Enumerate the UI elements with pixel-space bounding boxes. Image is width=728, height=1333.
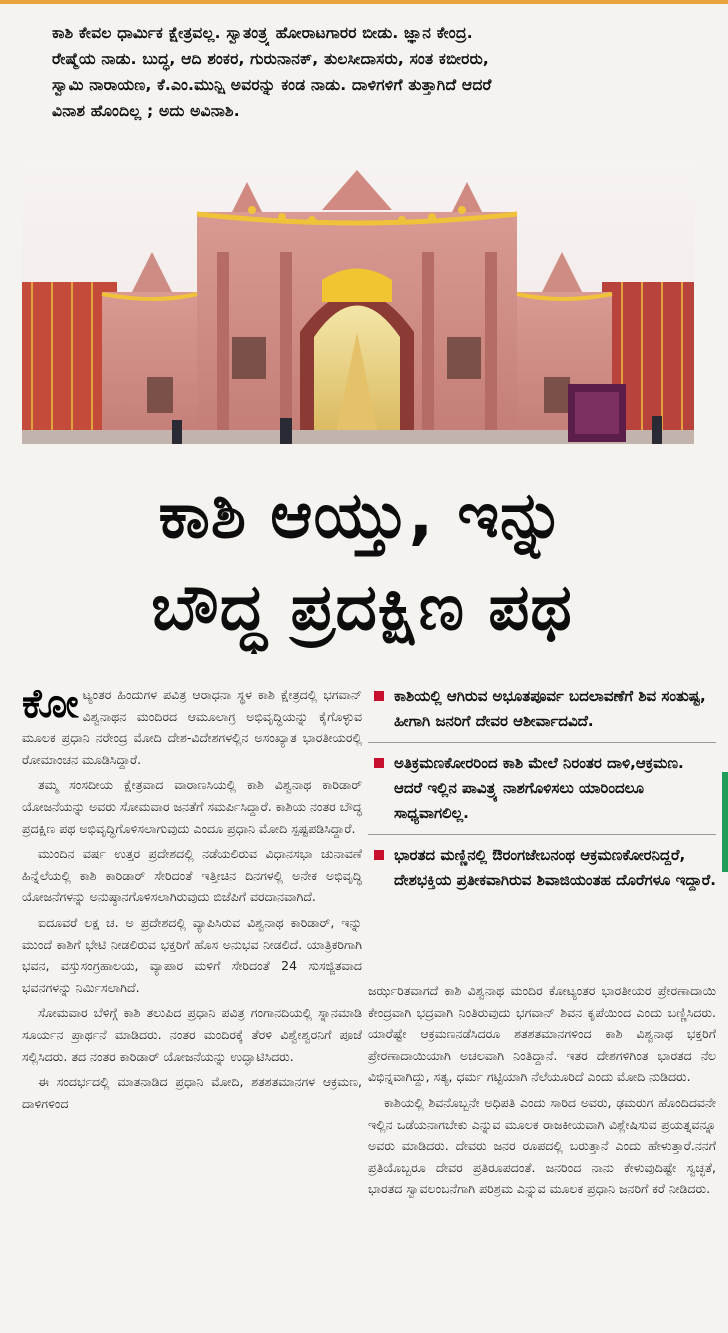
headline-line-1: ಕಾಶಿ ಆಯ್ತು, ಇನ್ನು <box>158 479 566 553</box>
article-right-column <box>368 980 716 1204</box>
bullet-item <box>368 843 716 893</box>
highlight-bullets <box>368 684 716 901</box>
right-paragraph-1: ಜರ್ಝರಿತವಾಗದೆ ಕಾಶಿ ವಿಶ್ವನಾಥ ಮಂದಿರ ಕೋಟ್ಯಂತರ ಭಾರತೀಯರ ಪ್ರೇರಣಾದಾಯಿ ಕೇಂದ್ರವಾಗಿ ಭದ್ರವಾಗಿ ನಿಂತಿರುವುದು ಭಗವಾನ್ ಶಿವನ ಕೃಪೆಯಿಂದ ಎಂದು ಬಣ್ಣಿಸಿದರು. ಯಾರೆಷ್ಟೇ ಆಕ್ರಮಣನಡೆಸಿದರೂ ಶತಶತಮಾನಗಳಿಂದ ಕಾಶಿ ವಿಶ್ವನಾಥ ಭಕ್ತರಿಗೆ ಪ್ರೇರಣಾದಾಯಿಯಾಗಿ ಅಚಲವಾಗಿ ನಿಂತಿದ್ದಾನೆ. ಇತರ ದೇಶಗಳಿಗಿಂತ ಭಾರತದ ನೆಲ ವಿಭಿನ್ನವಾಗಿದ್ದು, ಸತ್ಯ, ಧರ್ಮ ಗಟ್ಟಿಯಾಗಿ ನೆಲೆಯೂರಿದೆ ಎಂದು ಮೋದಿ ನುಡಿದರು. <box>368 983 716 1085</box>
bullet-square-icon <box>374 691 384 701</box>
right-paragraph-2: ಕಾಶಿಯಲ್ಲಿ ಶಿವನೊಬ್ಬನೇ ಅಧಿಪತಿ ಎಂದು ಸಾರಿದ ಅವರು, ಢಮರುಗ ಹೊಂದಿದವನೇ ಇಲ್ಲಿನ ಒಡೆಯನಾಗಬೇಕು ಎನ್ನುವ ಮೂಲಕ ರಾಜಕೀಯವಾಗಿ ವಿಶ್ಲೇಷಿಸುವ ಪ್ರಯತ್ನವನ್ನೂ ಅವರು ಮಾಡಿದರು. ದೇವರು ಜನರ ರೂಪದಲ್ಲಿ ಬರುತ್ತಾನೆ ಎಂದು ಹೇಳುತ್ತಾರೆ.ನನಗೆ ಪ್ರತಿಯೊಬ್ಬರೂ ದೇವರ ಪ್ರತಿರೂಪದಂತೆ. ಜನರಿಂದ ನಾನು ಕೇಳುವುದಿಷ್ಟೇ ಸ್ವಚ್ಛತೆ, ಭಾರತದ ಸ್ವಾವಲಂಬನೆಗಾಗಿ ಪರಿಶ್ರಮ ಎನ್ನುವ ಮೂಲಕ ಪ್ರಧಾನಿ ಜನರಿಗೆ ಕರೆ ನೀಡಿದರು. <box>368 1094 716 1197</box>
bullet-text: ಕಾಶಿಯಲ್ಲಿ ಆಗಿರುವ ಅಭೂತಪೂರ್ವ ಬದಲಾವಣೆಗೆ ಶಿವ ಸಂತುಷ್ಟ, ಹೀಗಾಗಿ ಜನರಿಗೆ ದೇವರ ಆಶೀರ್ವಾದವಿದೆ. <box>394 687 706 730</box>
quote-line-4: ವಿನಾಶ ಹೊಂದಿಲ್ಲ ; ಅದು ಅವಿನಾಶಿ. <box>52 102 240 120</box>
left-paragraph-1 <box>22 681 362 770</box>
left-paragraph-5: ಸೋಮವಾರ ಬೆಳಿಗ್ಗೆ ಕಾಶಿ ತಲುಪಿದ ಪ್ರಧಾನಿ ಪವಿತ್ರ ಗಂಗಾನದಿಯಲ್ಲಿ ಸ್ನಾನಮಾಡಿ ಸೂರ್ಯನ ಪ್ರಾರ್ಥನೆ ಮಾಡಿದರು. ನಂತರ ಮಂದಿರಕ್ಕೆ ತೆರಳಿ ವಿಶ್ವೇಶ್ವರನಿಗೆ ಪೂಜೆ ಸಲ್ಲಿಸಿದರು. ತದ ನಂತರ ಕಾರಿಡಾರ್ ಯೋಜನೆಯನ್ನು ಉದ್ಘಾಟಿಸಿದರು. <box>22 1005 362 1064</box>
divider <box>368 742 716 743</box>
article-left-column <box>22 681 362 1118</box>
quote-line-3: ಸ್ವಾಮಿ ನಾರಾಯಣ, ಕೆ.ಎಂ.ಮುನ್ಷಿ ಅವರನ್ನು ಕಂಡ ನಾಡು. ದಾಳಿಗಳಿಗೆ ತುತ್ತಾಗಿದೆ ಆದರೆ <box>52 76 492 94</box>
side-marker <box>722 772 728 872</box>
headline-line-2: ಬೌದ್ಧ ಪ್ರದಕ್ಷಿಣ ಪಥ <box>151 571 573 645</box>
bullet-text: ಭಾರತದ ಮಣ್ಣಿನಲ್ಲಿ ಔರಂಗಜೇಬನಂಥ ಆಕ್ರಮಣಕೋರನಿದ್ದರೆ, ದೇಶಭಕ್ತಿಯ ಪ್ರತೀಕವಾಗಿರುವ ಶಿವಾಜಿಯಂತಹ ದೊರೆಗಳೂ ಇದ್ದಾರೆ. <box>394 846 716 889</box>
drop-cap: ಕೋ <box>22 681 79 727</box>
quote-line-2: ರೇಷ್ಮೆಯ ನಾಡು. ಬುದ್ಧ, ಆದಿ ಶಂಕರ, ಗುರುನಾನಕ್, ತುಲಸೀದಾಸರು, ಸಂತ ಕಬೀರರು, <box>52 50 489 68</box>
divider <box>368 834 716 835</box>
top-accent-bar <box>0 0 728 4</box>
left-paragraph-3: ಮುಂದಿನ ವರ್ಷ ಉತ್ತರ ಪ್ರದೇಶದಲ್ಲಿ ನಡೆಯಲಿರುವ ವಿಧಾನಸಭಾ ಚುನಾವಣೆ ಹಿನ್ನೆಲೆಯಲ್ಲಿ ಕಾಶಿ ಕಾರಿಡಾರ್ ಸೇರಿದಂತೆ ಇತ್ತೀಚಿನ ದಿನಗಳಲ್ಲಿ ಅನೇಕ ಅಭಿವೃದ್ಧಿ ಯೋಜನೆಗಳನ್ನು ಅನುಷ್ಠಾನಗೊಳಿಸಲಾಗಿರುವುದು ಬಿಜೆಪಿಗೆ ವರದಾನವಾಗಿದೆ. <box>22 846 362 905</box>
temple-gate-photo <box>22 162 694 444</box>
bullet-item <box>368 684 716 734</box>
quote-line-1: ಕಾಶಿ ಕೇವಲ ಧಾರ್ಮಿಕ ಕ್ಷೇತ್ರವಲ್ಲ. ಸ್ವಾತಂತ್ರ್ಯ ಹೋರಾಟಗಾರರ ಬೀಡು. ಜ್ಞಾನ ಕೇಂದ್ರ. <box>52 24 473 42</box>
left-paragraph-6: ಈ ಸಂದರ್ಭದಲ್ಲಿ ಮಾತನಾಡಿದ ಪ್ರಧಾನಿ ಮೋದಿ, ಶತಶತಮಾನಗಳ ಆಕ್ರಮಣ, ದಾಳಿಗಳಿಂದ <box>22 1074 362 1111</box>
bullet-text: ಅತಿಕ್ರಮಣಕೋರರಿಂದ ಕಾಶಿ ಮೇಲೆ ನಿರಂತರ ದಾಳಿ,ಆಕ್ರಮಣ. ಆದರೆ ಇಲ್ಲಿನ ಪಾವಿತ್ರ್ಯ ನಾಶಗೊಳಿಸಲು ಯಾರಿಂದಲೂ ಸಾಧ್ಯವಾಗಲಿಲ್ಲ. <box>394 754 684 822</box>
bullet-square-icon <box>374 758 384 768</box>
left-paragraph-4: ಐದೂವರೆ ಲಕ್ಷ ಚ. ಅ ಪ್ರದೇಶದಲ್ಲಿ ವ್ಯಾಪಿಸಿರುವ ವಿಶ್ವನಾಥ ಕಾರಿಡಾರ್, ಇನ್ನು ಮುಂದೆ ಕಾಶಿಗೆ ಭೇಟಿ ನೀಡಲಿರುವ ಭಕ್ತರಿಗೆ ಹೊಸ ಅನುಭವ ನೀಡಲಿದೆ. ಯಾತ್ರಿಕರಿಗಾಗಿ ಭವನ, ವಸ್ತುಸಂಗ್ರಹಾಲಯ, ವ್ಯಾಪಾರ ಮಳಿಗೆ ಸೇರಿದಂತೆ 24 ಸುಸಜ್ಜಿತವಾದ ಭವನಗಳನ್ನು ನಿರ್ಮಿಸಲಾಗಿದೆ. <box>22 914 362 995</box>
headline <box>22 470 702 654</box>
left-paragraph-1-text: ಟ್ಯಂತರ ಹಿಂದುಗಳ ಪವಿತ್ರ ಆರಾಧನಾ ಸ್ಥಳ ಕಾಶಿ ಕ್ಷೇತ್ರದಲ್ಲಿ ಭಗವಾನ್ ವಿಶ್ವನಾಥನ ಮಂದಿರದ ಆಮೂಲಾಗ್ರ ಅಭಿವೃದ್ಧಿಯನ್ನು ಕೈಗೊಳ್ಳುವ ಮೂಲಕ ಪ್ರಧಾನಿ ನರೇಂದ್ರ ಮೋದಿ ದೇಶ-ವಿದೇಶಗಳಲ್ಲಿನ ಅಸಂಖ್ಯಾತ ಭಾರತೀಯರಲ್ಲಿ ರೋಮಾಂಚನ ಮೂಡಿಸಿದ್ದಾರೆ. <box>22 687 362 767</box>
left-paragraph-2: ತಮ್ಮ ಸಂಸದೀಯ ಕ್ಷೇತ್ರವಾದ ವಾರಾಣಸಿಯಲ್ಲಿ ಕಾಶಿ ವಿಶ್ವನಾಥ ಕಾರಿಡಾರ್ ಯೋಜನೆಯನ್ನು ಅವರು ಸೋಮವಾರ ಜನತೆಗೆ ಸಮರ್ಪಿಸಿದ್ದಾರೆ. ಕಾಶಿಯ ನಂತರ ಬೌದ್ಧ ಪ್ರದಕ್ಷಿಣ ಪಥ ಅಭಿವೃದ್ಧಿಗೊಳಿಸಲಾಗುವುದು ಎಂದೂ ಪ್ರಧಾನಿ ಮೋದಿ ಸ್ಪಷ್ಟಪಡಿಸಿದ್ದಾರೆ. <box>22 777 362 836</box>
bullet-square-icon <box>374 850 384 860</box>
pull-quote <box>52 20 672 124</box>
bullet-item <box>368 751 716 826</box>
